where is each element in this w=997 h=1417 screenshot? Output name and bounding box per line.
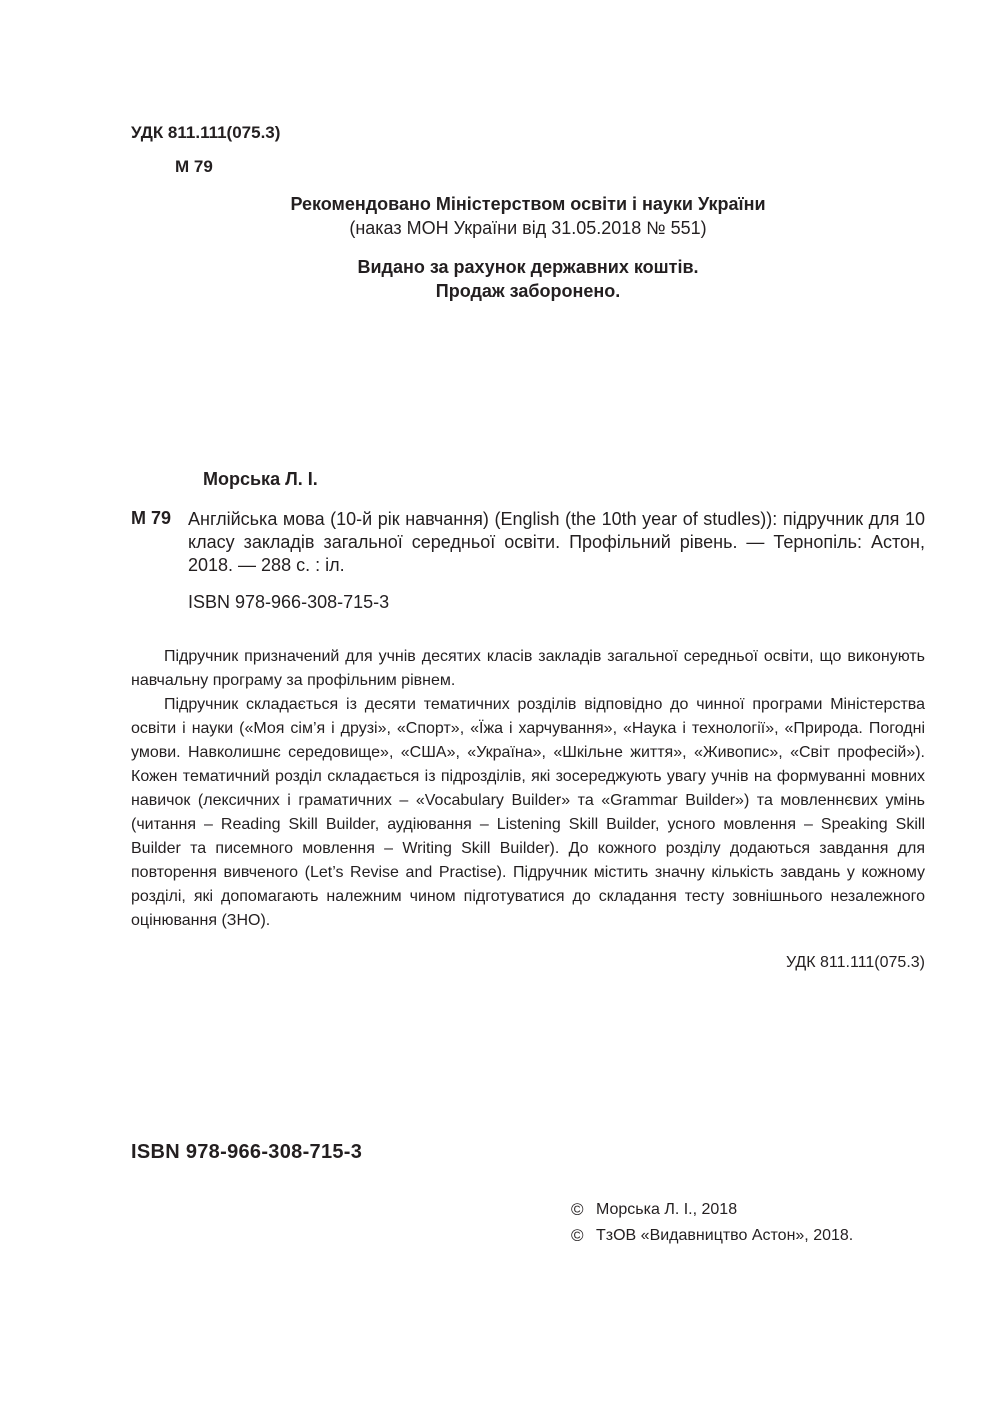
- copyright-icon: ©: [571, 1200, 584, 1219]
- recommendation-order: (наказ МОН України від 31.05.2018 № 551): [349, 218, 707, 238]
- isbn-bold: ISBN 978-966-308-715-3: [131, 1141, 363, 1163]
- author-mark: М 79: [175, 157, 213, 176]
- abstract-paragraph: Підручник призначений для учнів десятих класів закладів загальної середньої освіти, що виконують навчальну програму за профільним рівнем.: [131, 648, 925, 689]
- abstract-udc: УДК 811.111(075.3): [785, 954, 925, 971]
- catalog-author: Морська Л. І.: [203, 469, 318, 489]
- recommendation-title: Рекомендовано Міністерством освіти і науки України: [290, 194, 766, 214]
- copyright-author-text: Морська Л. І., 2018: [596, 1201, 738, 1218]
- copyright-publisher-text: ТзОВ «Видавництво Астон», 2018.: [596, 1227, 854, 1244]
- copyright-publisher: [571, 1226, 853, 1246]
- catalog-isbn: ISBN 978-966-308-715-3: [188, 592, 390, 612]
- sale-prohibited-notice: Продаж заборонено.: [435, 281, 621, 301]
- copyright-icon: ©: [571, 1226, 584, 1245]
- abstract: [131, 645, 925, 933]
- catalog-author-mark: М 79: [131, 508, 172, 528]
- funding-notice: Видано за рахунок державних коштів.: [357, 257, 699, 277]
- catalog-description: Англійська мова (10-й рік навчання) (English (the 10th year of studles)): підручник для 10 класу закладів загальної середньої освіти. Профільний рівень. — Тернопіль: Астон, 2018. — 288 с. : іл.: [188, 509, 925, 575]
- udc-code: УДК 811.111(075.3): [131, 123, 281, 142]
- abstract-paragraph: Підручник складається із десяти тематичних розділів відповідно до чинної програми Міністерства освіти і науки («Моя сім’я і друзі», «Спорт», «Їжа і харчування», «Наука і технології», «Природа. Погодні умови. Навколишнє середовище», «США», «Україна», «Шкільне життя», «Живопис», «Світ професій»). Кожен тематичний розділ складається із підрозділів, які зосереджують увагу учнів на формуванні мовних навичок (лексичних і граматичних – «Vocabulary Builder» та «Grammar Builder») та мовленнєвих умінь (читання – Reading Skill Builder, аудіювання – Listening Skill Builder, усного мовлення – Speaking Skill Builder та писемного мовлення – Writing Skill Builder). До кожного розділу додаються завдання для повторення вивченого (Let’s Revise and Practise). Підручник містить значну кількість завдань у кожному розділі, які допомагають належним чином підготуватися до складання тесту зовнішнього незалежного оцінювання (ЗНО).: [131, 696, 925, 929]
- copyright-author: [571, 1200, 737, 1220]
